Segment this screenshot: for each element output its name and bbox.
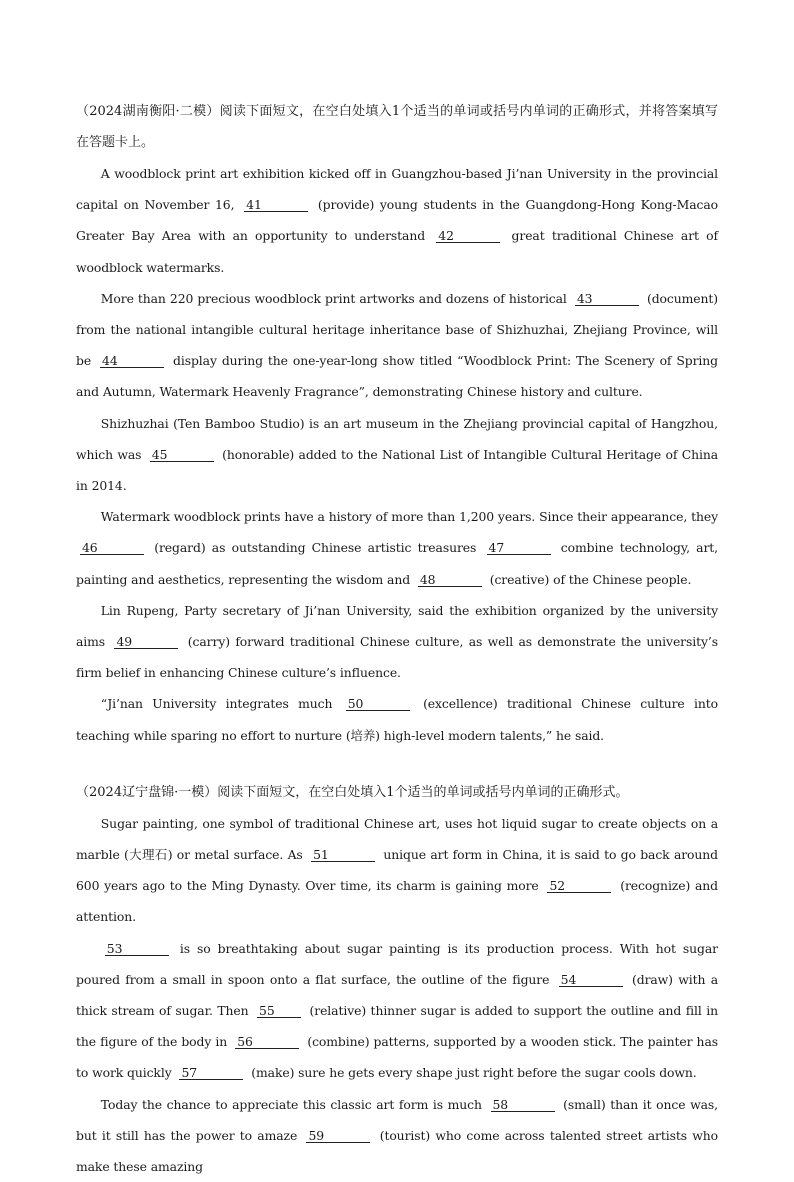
passage-paragraph xyxy=(76,595,718,689)
passage-text: (make) sure he gets every shape just right before the sugar cools down. xyxy=(247,1065,697,1081)
answer-blank-58[interactable]: 58 xyxy=(491,1098,555,1112)
answer-blank-47[interactable]: 47 xyxy=(487,541,551,555)
passage-paragraph xyxy=(76,408,718,502)
passage-text: (carry) forward traditional Chinese culture, as well as demonstrate the university’s firm belief in enhancing Chinese culture’s influence. xyxy=(76,634,718,681)
passage-paragraph xyxy=(76,283,718,408)
answer-blank-55[interactable]: 55 xyxy=(257,1004,301,1018)
answer-blank-59[interactable]: 59 xyxy=(306,1129,370,1143)
answer-blank-43[interactable]: 43 xyxy=(575,292,639,306)
passage-text: (document) from the national intangible cultural heritage inheritance base of Shizhuzhai, Zhejiang Province, will be xyxy=(76,290,719,369)
answer-blank-49[interactable]: 49 xyxy=(114,635,178,649)
passage-paragraph xyxy=(76,688,718,750)
passage-text: Today the chance to appreciate this classic art form is much xyxy=(100,1096,487,1112)
passage-text: Watermark woodblock prints have a history of more than 1,200 years. Since their appearance, they xyxy=(100,509,718,525)
answer-blank-46[interactable]: 46 xyxy=(80,541,144,555)
section-heading: （2024辽宁盘锦·一模）阅读下面短文，在空白处填入1个适当的单词或括号内单词的正确形式。 xyxy=(76,784,629,800)
answer-blank-56[interactable]: 56 xyxy=(235,1035,299,1049)
passage-text: Shizhuzhai (Ten Bamboo Studio) is an art museum in the Zhejiang provincial capital of Hangzhou, which was xyxy=(76,415,718,462)
passage-body xyxy=(76,808,718,1182)
answer-blank-53[interactable]: 53 xyxy=(105,942,169,956)
passage-text: (combine) patterns, supported by a wooden stick. The painter has to work quickly xyxy=(76,1034,718,1081)
answer-blank-42[interactable]: 42 xyxy=(436,229,500,243)
passage-paragraph xyxy=(76,501,718,595)
answer-blank-50[interactable]: 50 xyxy=(346,697,410,711)
passage-text: (regard) as outstanding Chinese artistic treasures xyxy=(148,540,483,556)
passage-section-2 xyxy=(76,777,718,1182)
answer-blank-51[interactable]: 51 xyxy=(311,848,375,862)
passage-paragraph xyxy=(76,158,718,283)
passage-section-1 xyxy=(76,96,718,751)
passage-text: (relative) thinner sugar is added to support the outline and fill in the figure of the body in xyxy=(76,1003,718,1050)
answer-blank-52[interactable]: 52 xyxy=(547,879,611,893)
answer-blank-48[interactable]: 48 xyxy=(418,573,482,587)
passage-text: A woodblock print art exhibition kicked off in Guangzhou-based Ji’nan University in the provincial capital on November 16, xyxy=(76,166,718,213)
passage-paragraph xyxy=(76,808,718,933)
passage-text: display during the one-year-long show titled “Woodblock Print: The Scenery of Spring and Autumn, Watermark Heavenly Fragrance”, demonstrating Chinese history and culture. xyxy=(76,353,719,400)
passage-text: (excellence) traditional Chinese culture into teaching while sparing no effort to nurture (培养) high-level modern talents,” he said. xyxy=(76,696,718,743)
passage-text: Sugar painting, one symbol of traditional Chinese art, uses hot liquid sugar to create objects on a marble (大理石) or metal surface. As xyxy=(76,815,718,863)
passage-text: great traditional Chinese art of woodblock watermarks. xyxy=(76,228,718,275)
passage-text: Lin Rupeng, Party secretary of Ji’nan University, said the exhibition organized by the university aims xyxy=(76,602,718,650)
passage-body xyxy=(76,158,718,751)
answer-blank-57[interactable]: 57 xyxy=(179,1066,243,1080)
passage-text: (tourist) who come across talented street artists who make these amazing xyxy=(76,1127,718,1175)
answer-blank-41[interactable]: 41 xyxy=(244,198,308,212)
passage-text: is so breathtaking about sugar painting is its production process. With hot sugar poured from a small in spoon onto a flat surface, the outline of the figure xyxy=(76,940,718,987)
passage-text: More than 220 precious woodblock print artworks and dozens of historical xyxy=(100,290,571,306)
passage-text: “Ji’nan University integrates much xyxy=(100,696,342,712)
passage-paragraph xyxy=(76,1089,718,1182)
passage-text: (honorable) added to the National List of Intangible Cultural Heritage of China in 2014. xyxy=(76,446,718,494)
passage-paragraph xyxy=(76,933,718,1089)
passage-text: (recognize) and attention. xyxy=(76,878,718,925)
answer-blank-45[interactable]: 45 xyxy=(150,448,214,462)
section-heading: （2024湖南衡阳·二模）阅读下面短文，在空白处填入1个适当的单词或括号内单词的正确形式，并将答案填写在答题卡上。 xyxy=(76,104,718,150)
passage-text: (provide) young students in the Guangdong-Hong Kong-Macao Greater Bay Area with an opportunity to understand xyxy=(76,197,718,244)
passage-text: (small) than it once was, but it still has the power to amaze xyxy=(76,1096,718,1143)
document-page xyxy=(76,96,718,1182)
answer-blank-44[interactable]: 44 xyxy=(100,354,164,368)
passage-text: unique art form in China, it is said to go back around 600 years ago to the Ming Dynasty. Over time, its charm is gaining more xyxy=(76,847,719,894)
passage-text: (creative) of the Chinese people. xyxy=(485,571,692,587)
passage-text: (draw) with a thick stream of sugar. Then xyxy=(76,971,718,1019)
passage-text: combine technology, art, painting and aesthetics, representing the wisdom and xyxy=(76,540,718,587)
answer-blank-54[interactable]: 54 xyxy=(559,973,623,987)
